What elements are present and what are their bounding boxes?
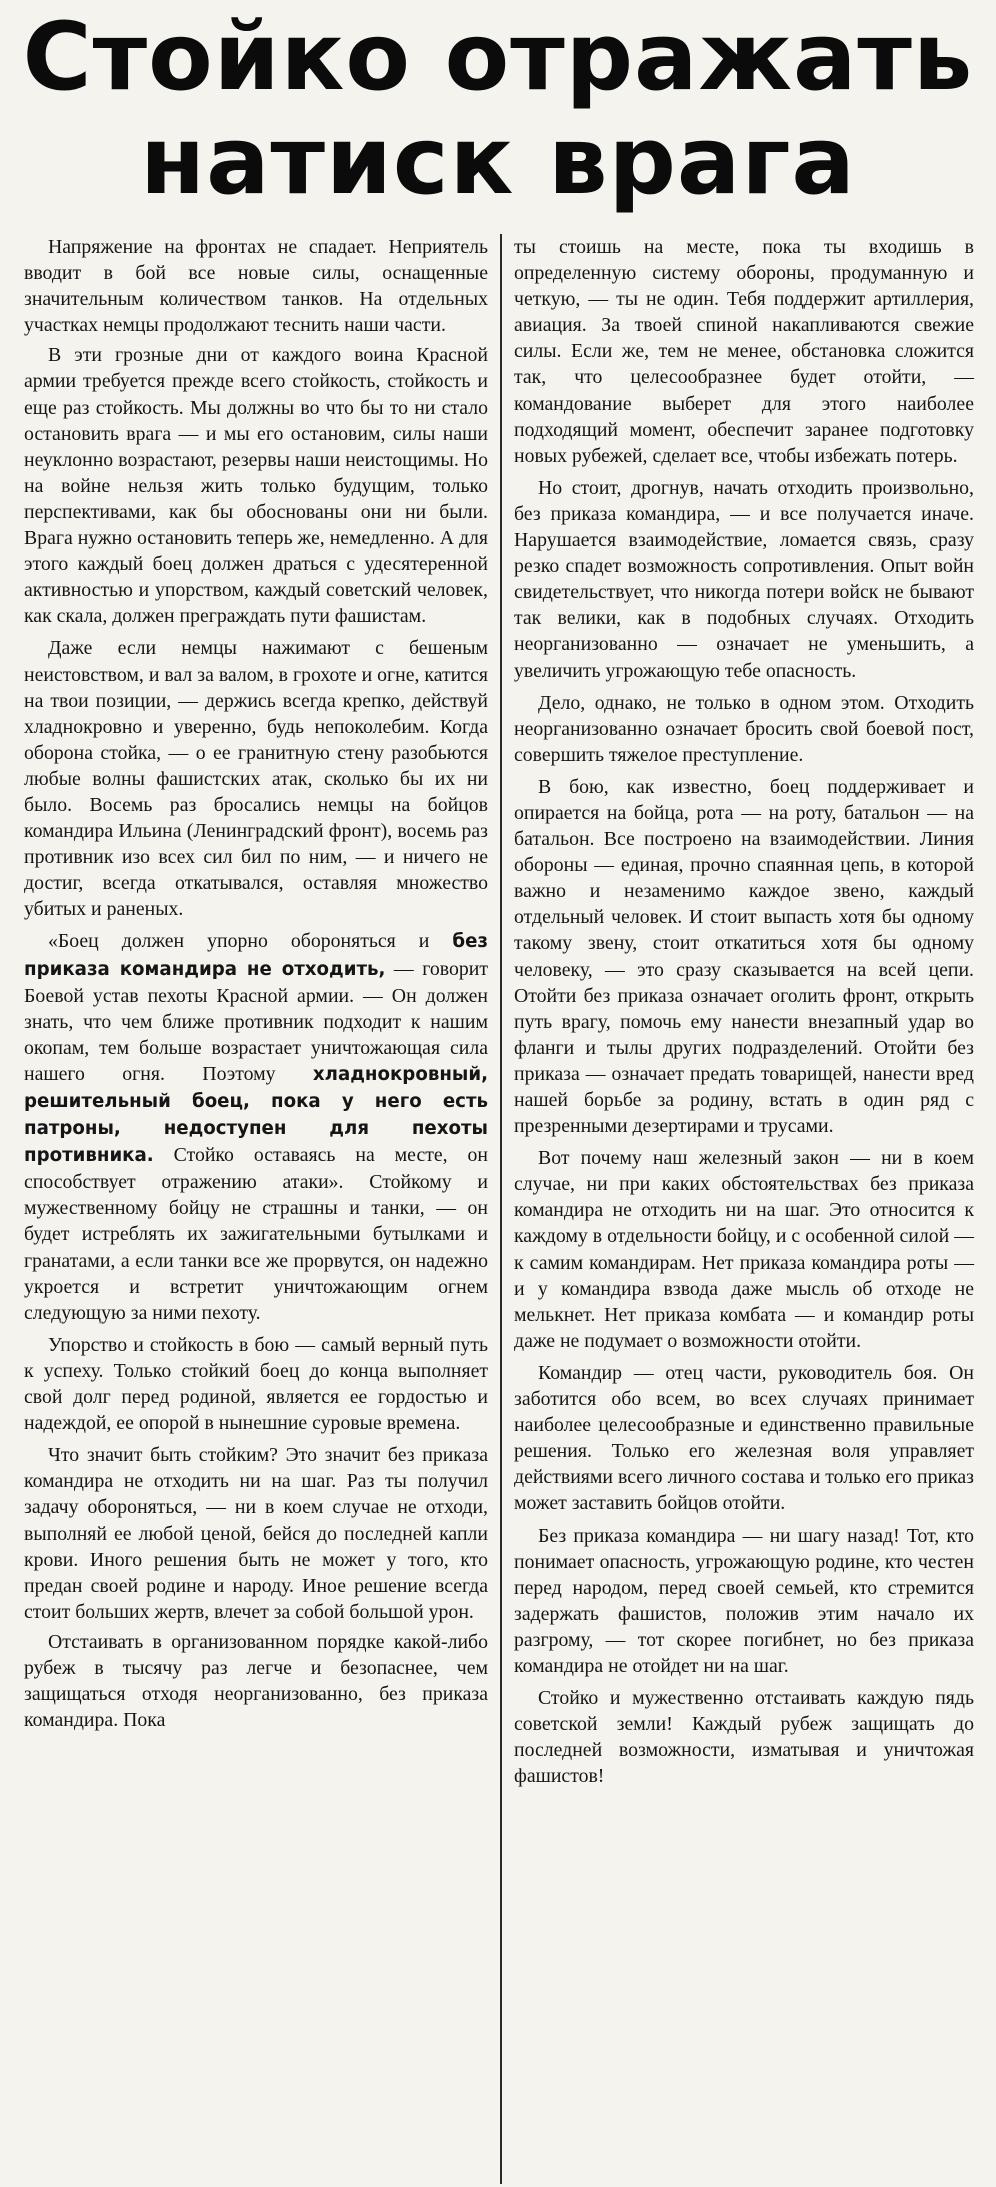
quote-text: — говорит Боевой устав пехоты Красной армии. — Он должен знать, что чем ближе противник подходит к нашим окопам, тем больше возрастает уничтожающая сила нашего огня. Поэтому [24, 957, 488, 1085]
quote-text: «Боец должен упорно обороняться и [48, 930, 453, 953]
right-column [508, 234, 978, 1793]
paragraph: Что значит быть стойким? Это значит без приказа командира не отходить ни на шаг. Раз ты получил задачу обороняться, — ни в коем случае не отходи, выполняй ее любой ценой, бейся до последней капли крови. Иного решения быть не может у того, кто предан своей родине и народу. Иное решение всегда стоит больших жертв, влечет за собой большой урон. [24, 1444, 488, 1623]
quote-text: Стойко оставаясь на месте, он способствует отражению атаки». Стойкому и мужественному бойцу не страшны и танки, — он будет истреблять их зажигательными бутылками и гранатами, а если танки все же прорвутся, он надежно укроется и встретит уничтожающим огнем следующую за ними пехоту. [24, 1144, 488, 1324]
paragraph: Напряжение на фронтах не спадает. Неприятель вводит в бой все новые силы, оснащенные значительным количеством танков. На отдельных участках немцы продолжают теснить наши части. [24, 236, 488, 337]
paragraph: Даже если немцы нажимают с бешеным неистовством, и вал за валом, в грохоте и огне, катится на твои позиции, — держись всегда крепко, действуй хладнокровно и уверенно, будь непоколебим. Когда оборона стойка, — о ее гранитную стену разобьются любые волны фашистских атак, сколько бы их ни было. Восемь раз бросались немцы на бойцов командира Ильина (Ленинградский фронт), восемь раз противник изо всех сил бил по ним, — и ничего не достиг, всегда откатывался, оставляя множество убитых и раненых. [24, 637, 488, 921]
quote-emphasis: хладнокровный, решительный боец, пока у него есть патроны, недоступен для пехоты противника. [24, 1063, 488, 1167]
article-headline [0, 3, 996, 216]
column-divider [500, 234, 502, 2184]
quote-emphasis: без приказа командира не отходить, [24, 931, 488, 980]
article-body [24, 234, 994, 2184]
paragraph: Командир — отец части, руководитель боя. Он заботится обо всем, во всех случаях принимает наиболее целесообразные и единственно правильные решения. Только его железная воля управляет действиями всего личного состава и только его приказ может заставить бойцов отойти. [514, 1361, 974, 1515]
left-column [24, 234, 494, 1737]
headline-line-2: натиск врага [140, 107, 856, 216]
paragraph: Но стоит, дрогнув, начать отходить произвольно, без приказа командира, — и все получается иначе. Нарушается взаимодействие, ломается связь, сразу резко спадет возможность сопротивления. Опыт войн свидетельствует, что никогда потери войск не бывают так велики, как в подобных случаях. Отходить неорганизованно — означает не уменьшить, а увеличить угрожающую тебе опасность. [514, 476, 974, 682]
paragraph: Вот почему наш железный закон — ни в коем случае, ни при каких обстоятельствах без приказа командира не отходить ни на шаг. Это относится к каждому в отдельности бойцу, и с особенной силой — к самим командирам. Нет приказа командира роты — и у командира взвода даже мысль об отходе не мелькнет. Нет приказа комбата — и командир роты даже не подумает о возможности отойти. [514, 1147, 974, 1352]
paragraph: Без приказа командира — ни шагу назад! Тот, кто понимает опасность, угрожающую родине, кто честен перед народом, перед своей семьей, кто стремится задержать фашистов, положив этим начало их разгрому, — тот скорее погибнет, но без приказа командира не отойдет ни на шаг. [514, 1524, 974, 1677]
paragraph: Отстаивать в организованном порядке какой-либо рубеж в тысячу раз легче и безопаснее, чем защищаться отходя неорганизованно, без приказа командира. Пока [24, 1630, 488, 1732]
paragraph: Стойко и мужественно отстаивать каждую пядь советской земли! Каждый рубеж защищать до последней возможности, изматывая и уничтожая фашистов! [514, 1687, 974, 1788]
paragraph: ты стоишь на месте, пока ты входишь в определенную систему обороны, продуманную и четкую, — ты не один. Тебя поддержит артиллерия, авиация. За твоей спиной накапливаются свежие силы. Если же, тем не менее, обстановка сложится так, что целесообразнее будет отойти, — командование выберет для этого наиболее подходящий момент, обеспечит заранее подготовку новых рубежей, сделает все, чтобы избежать потерь. [514, 236, 974, 467]
headline-line-1: Стойко отражать [22, 3, 974, 112]
paragraph: Упорство и стойкость в бою — самый верный путь к успеху. Только стойкий боец до конца выполняет свой долг перед родиной, является ее гордостью и надеждой, ее опорой в нынешние суровые времена. [24, 1333, 488, 1435]
paragraph: В эти грозные дни от каждого воина Красной армии требуется прежде всего стойкость, стойкость и еще раз стойкость. Мы должны во что бы то ни стало остановить врага — и мы его остановим, силы наши неуклонно возрастают, резервы наши неистощимы. Но на войне нельзя жить только будущим, только перспективами, как бы обоснованы они ни были. Врага нужно остановить теперь же, немедленно. А для этого каждый боец должен драться с удесятеренной активностью и упорством, каждый советский человек, как скала, должен преграждать пути фашистам. [24, 344, 488, 628]
paragraph: Дело, однако, не только в одном этом. Отходить неорганизованно означает бросить свой боевой пост, совершить тяжелое преступление. [514, 691, 974, 766]
paragraph: В бою, как известно, боец поддерживает и опирается на бойца, рота — на роту, батальон — на батальон. Все построено на взаимодействии. Линия обороны — единая, прочно спаянная цепь, в которой важно и незаменимо каждое звено, каждый отдельный человек. И стоит выпасть хотя бы одному такому звену, стоит откатиться хотя бы одному человеку, — это сразу сказывается на всей цепи. Отойти без приказа означает оголить фронт, открыть путь врагу, помочь ему нанести внезапный удар во фланги и тылы других подразделений. Отойти без приказа — означает предать товарищей, нанести вред нашей борьбе за родину, встать в один ряд с презренными дезертирами и трусами. [514, 775, 974, 1138]
paragraph-quote [24, 928, 488, 1325]
